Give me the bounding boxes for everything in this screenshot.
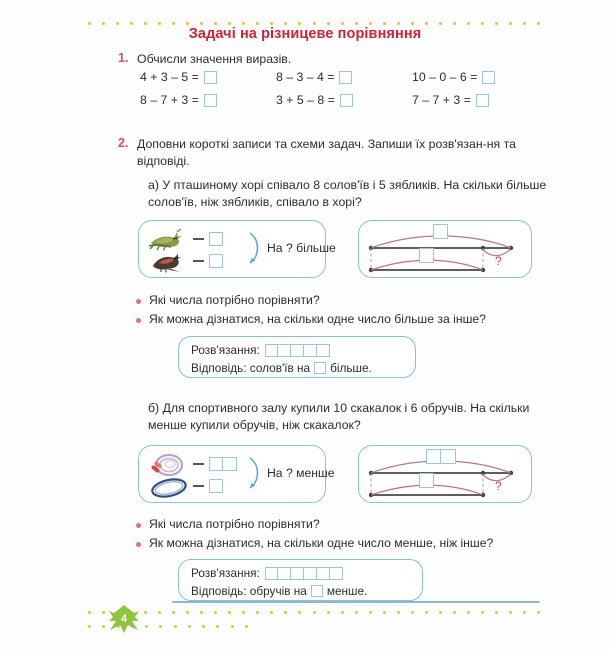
- footer-rule: [172, 601, 540, 603]
- decorative-dot: [509, 611, 512, 614]
- expression-text: 3 + 5 – 8 =: [276, 93, 335, 107]
- decorative-dot: [145, 625, 148, 628]
- decorative-dot: [355, 22, 358, 25]
- decorative-dot: [467, 22, 470, 25]
- question-bullet-a-1: [136, 293, 320, 307]
- decorative-dot: [256, 611, 259, 614]
- short-note-b: [139, 446, 335, 502]
- question-bullet-b-2: [136, 536, 493, 550]
- decorative-dot: [130, 22, 133, 25]
- decorative-dot: [313, 22, 316, 25]
- expression-row: [140, 93, 550, 107]
- decorative-dot: [523, 611, 526, 614]
- solution-label: Розв'язання:: [191, 343, 260, 357]
- decorative-dot: [397, 611, 400, 614]
- expression-text: 8 – 7 + 3 =: [140, 93, 199, 107]
- decorative-dot: [327, 22, 330, 25]
- decorative-dot: [256, 22, 259, 25]
- task-2-item-a: [148, 177, 548, 212]
- decorative-dot: [116, 22, 119, 25]
- bullet-dot-icon: [136, 299, 141, 304]
- decorative-dot: [298, 22, 301, 25]
- decorative-dot: [467, 611, 470, 614]
- short-note-cell[interactable]: [209, 457, 223, 471]
- decorative-dot: [284, 611, 287, 614]
- task-2-instruction: Доповни короткі записи та схеми задач. Запиши їх розв'язан-ня та відповіді.: [137, 137, 516, 169]
- jump-rope-icon: [151, 455, 182, 475]
- bullet-dot-icon: [136, 318, 141, 323]
- dash-icon: [193, 463, 204, 465]
- short-note-rows-a: [193, 228, 223, 272]
- short-note-a: [139, 221, 336, 277]
- item-b-label: б): [148, 401, 160, 415]
- decorative-dot: [313, 611, 316, 614]
- item-a-label: а): [148, 178, 159, 192]
- decorative-dot: [523, 22, 526, 25]
- decorative-dot: [88, 611, 91, 614]
- bullet-dot-icon: [136, 523, 141, 528]
- schema-top-cell[interactable]: [433, 224, 448, 239]
- bullet-dot-icon: [136, 542, 141, 547]
- answer-inline-box[interactable]: [311, 585, 323, 597]
- decorative-dot: [172, 611, 175, 614]
- decorative-dot: [298, 611, 301, 614]
- schema-bottom-cell[interactable]: [419, 248, 434, 263]
- expression-grid: [140, 70, 550, 116]
- top-dot-rail: [88, 22, 540, 25]
- question-bullet-a-2: [136, 312, 486, 326]
- decorative-dot: [369, 22, 372, 25]
- schema-panel-b: [358, 445, 532, 503]
- decorative-dot: [425, 611, 428, 614]
- decorative-dot: [270, 611, 273, 614]
- expression-item: [276, 93, 412, 107]
- answer-blank-box[interactable]: [339, 71, 352, 84]
- short-note-row-top: [193, 453, 237, 475]
- short-note-rows-b: [193, 453, 237, 497]
- brace-icon: [247, 455, 265, 491]
- decorative-dot: [341, 22, 344, 25]
- short-note-cell[interactable]: [209, 479, 223, 493]
- decorative-dot: [158, 22, 161, 25]
- answer-inline-box[interactable]: [314, 362, 326, 374]
- decorative-dot: [214, 611, 217, 614]
- decorative-dot: [369, 611, 372, 614]
- decorative-dot: [88, 625, 91, 628]
- decorative-dot: [425, 22, 428, 25]
- solution-cell[interactable]: [265, 567, 278, 580]
- expression-item: [140, 93, 276, 107]
- decorative-dot: [411, 611, 414, 614]
- decorative-dot: [88, 22, 91, 25]
- question-text: Як можна дізнатися, на скільки одне число більше за інше?: [149, 312, 486, 326]
- answer-prefix: Відповідь: обручів на: [191, 584, 307, 598]
- decorative-dot: [509, 22, 512, 25]
- schema-top-cell[interactable]: [441, 449, 456, 464]
- bird-illustration-group: [147, 226, 191, 274]
- decorative-dot: [341, 611, 344, 614]
- decorative-dot: [397, 22, 400, 25]
- page-number: 4: [120, 613, 128, 625]
- decorative-dot: [537, 22, 540, 25]
- short-note-cell[interactable]: [209, 232, 223, 246]
- decorative-dot: [228, 611, 231, 614]
- expression-text: 7 – 7 + 3 =: [412, 93, 471, 107]
- expression-item: [140, 70, 276, 84]
- solution-cell[interactable]: [330, 567, 343, 580]
- decorative-dot: [228, 22, 231, 25]
- decorative-dot: [242, 611, 245, 614]
- decorative-dot: [439, 611, 442, 614]
- page-title: Задачі на різницеве порівняння: [188, 26, 422, 42]
- decorative-dot: [242, 22, 245, 25]
- answer-suffix: більше.: [330, 361, 372, 375]
- decorative-dot: [186, 22, 189, 25]
- expression-item: [412, 70, 548, 84]
- nightingale-icon: [149, 229, 181, 251]
- schema-panel-a: [358, 220, 532, 278]
- answer-row-b: [191, 583, 410, 599]
- decorative-dot: [537, 611, 540, 614]
- expression-row: [140, 70, 550, 84]
- answer-blank-box[interactable]: [476, 94, 489, 107]
- dash-icon: [193, 260, 204, 262]
- expression-item: [412, 93, 548, 107]
- decorative-dot: [383, 22, 386, 25]
- solution-cell[interactable]: [291, 567, 304, 580]
- schema-b: [359, 446, 531, 502]
- solution-cell[interactable]: [317, 567, 330, 580]
- decorative-dot: [383, 611, 386, 614]
- decorative-dot: [159, 625, 162, 628]
- decorative-dot: [327, 611, 330, 614]
- dash-icon: [193, 485, 204, 487]
- decorative-dot: [144, 611, 147, 614]
- question-bullet-b-1: [136, 517, 320, 531]
- answer-panel-b: [178, 559, 423, 601]
- solution-cell[interactable]: [278, 344, 291, 357]
- decorative-dot: [355, 611, 358, 614]
- short-note-row-bottom: [193, 250, 223, 272]
- decorative-dot: [481, 611, 484, 614]
- decorative-dot: [453, 611, 456, 614]
- solution-cell[interactable]: [317, 344, 330, 357]
- bottom-dot-rail: [88, 611, 540, 614]
- solution-row-b: [191, 565, 410, 581]
- schema-bottom-cell[interactable]: [419, 473, 434, 488]
- decorative-dot: [202, 625, 205, 628]
- decorative-dot: [158, 611, 161, 614]
- finch-icon: [153, 254, 181, 273]
- decorative-dot: [144, 22, 147, 25]
- decorative-dot: [453, 22, 456, 25]
- solution-cell[interactable]: [304, 344, 317, 357]
- short-note-cell[interactable]: [223, 457, 237, 471]
- decorative-dot: [200, 611, 203, 614]
- decorative-dot: [186, 611, 189, 614]
- answer-blank-box[interactable]: [204, 71, 217, 84]
- schema-question-mark: ?: [495, 479, 502, 493]
- task-2-item-b: [148, 400, 548, 435]
- decorative-dot: [245, 625, 248, 628]
- task-1-instruction: Обчисли значення виразів.: [137, 52, 292, 66]
- decorative-dot: [102, 22, 105, 25]
- answer-blank-box[interactable]: [340, 94, 353, 107]
- short-note-caption-b: На ? менше: [267, 466, 335, 480]
- solution-row-a: [191, 342, 403, 358]
- decorative-dot: [200, 22, 203, 25]
- short-note-caption-a: На ? більше: [267, 241, 336, 255]
- expression-item: [276, 70, 412, 84]
- decorative-dot: [214, 22, 217, 25]
- question-text: Які числа потрібно порівняти?: [149, 293, 320, 307]
- decorative-dot: [172, 22, 175, 25]
- decorative-dot: [439, 22, 442, 25]
- answer-suffix: менше.: [326, 584, 368, 598]
- answer-blank-box[interactable]: [482, 71, 495, 84]
- decorative-dot: [495, 611, 498, 614]
- decorative-dot: [174, 625, 177, 628]
- solution-cell[interactable]: [265, 344, 278, 357]
- decorative-dot: [102, 611, 105, 614]
- answer-prefix: Відповідь: солов'їв на: [191, 361, 311, 375]
- page-number-badge: [108, 604, 140, 634]
- decorative-dot: [284, 22, 287, 25]
- decorative-dot: [188, 625, 191, 628]
- schema-a: [359, 221, 531, 277]
- solution-cell[interactable]: [304, 567, 317, 580]
- task-1-number: 1.: [118, 51, 129, 65]
- task-2-number: 2.: [118, 136, 129, 150]
- question-text: Які числа потрібно порівняти?: [149, 517, 320, 531]
- decorative-dot: [411, 22, 414, 25]
- item-a-text: У пташиному хорі співало 8 солов'їв і 5 зябликів. На скільки більше солов'їв, ніж зябликів, співало в хорі?: [148, 178, 547, 210]
- decorative-dot: [270, 22, 273, 25]
- expression-text: 10 – 0 – 6 =: [412, 70, 478, 84]
- short-note-row-bottom: [193, 475, 237, 497]
- decorative-dot: [495, 22, 498, 25]
- short-note-row-top: [193, 228, 223, 250]
- decorative-dot: [481, 22, 484, 25]
- decorative-dot: [231, 625, 234, 628]
- solution-cell-strip-a[interactable]: [265, 344, 330, 357]
- short-note-panel-b: [138, 445, 335, 503]
- schema-question-mark: ?: [495, 254, 502, 268]
- solution-cell[interactable]: [278, 567, 291, 580]
- question-text: Як можна дізнатися, на скільки одне число менше, ніж інше?: [149, 536, 494, 550]
- sports-equipment-illustration-group: [147, 451, 191, 499]
- answer-panel-a: [178, 336, 416, 378]
- answer-blank-box[interactable]: [204, 94, 217, 107]
- item-b-text: Для спортивного залу купили 10 скакалок і 6 обручів. На скільки менше купили обручів, ніж скакалок?: [148, 401, 530, 433]
- solution-cell-strip-b[interactable]: [265, 567, 343, 580]
- solution-cell[interactable]: [291, 344, 304, 357]
- short-note-panel-a: [138, 220, 336, 278]
- brace-icon: [247, 230, 265, 266]
- short-note-cell[interactable]: [209, 254, 223, 268]
- solution-label: Розв'язання:: [191, 566, 260, 580]
- decorative-dot: [102, 625, 105, 628]
- hoop-icon: [151, 477, 188, 499]
- schema-top-cell[interactable]: [426, 449, 441, 464]
- decorative-dot: [216, 625, 219, 628]
- answer-row-a: [191, 360, 403, 376]
- dash-icon: [193, 238, 204, 240]
- expression-text: 8 – 3 – 4 =: [276, 70, 335, 84]
- expression-text: 4 + 3 – 5 =: [140, 70, 199, 84]
